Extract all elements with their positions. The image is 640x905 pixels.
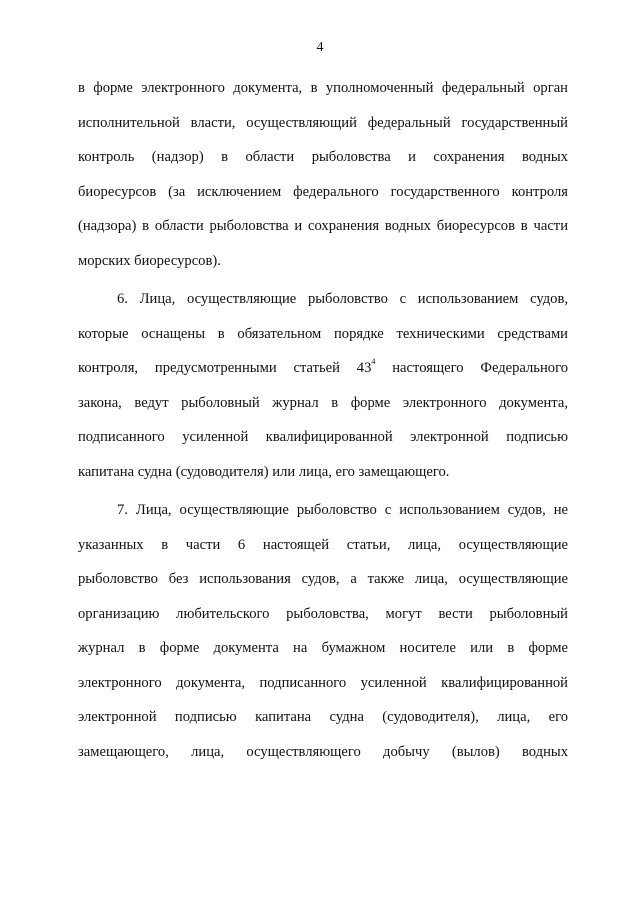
text-line: закона, ведут рыболовный журнал в форме электронного документа, <box>78 394 568 411</box>
text-fragment: контроля, предусмотренными статьей 43 <box>78 360 372 376</box>
text-line: указанных в части 6 настоящей статьи, лица, осуществляющие <box>78 536 568 553</box>
text-line: в форме электронного документа, в уполномоченный федеральный орган <box>78 80 568 96</box>
text-line: которые оснащены в обязательном порядке техническими средствами <box>78 325 568 342</box>
text-line: подписанного усиленной квалифицированной электронной подписью <box>78 429 568 445</box>
text-line: биоресурсов (за исключением федерального государственного контроля <box>78 183 568 200</box>
text-line: замещающего, лица, осуществляющего добычу (вылов) водных <box>78 743 568 760</box>
text-line: рыболовство без использования судов, а также лица, осуществляющие <box>78 571 568 587</box>
text-line: (надзора) в области рыболовства и сохранения водных биоресурсов в части <box>78 218 568 234</box>
text-line: электронного документа, подписанного усиленной квалифицированной <box>78 674 568 691</box>
text-line-with-superscript <box>78 354 568 389</box>
text-line: капитана судна (судоводителя) или лица, его замещающего. <box>78 463 450 480</box>
text-line: организацию любительского рыболовства, могут вести рыболовный <box>78 605 568 622</box>
text-line: контроль (надзор) в области рыболовства и сохранения водных <box>78 149 568 165</box>
paragraph-continuation <box>78 74 568 281</box>
text-fragment: настоящего Федерального <box>375 360 568 376</box>
text-line: журнал в форме документа на бумажном носителе или в форме <box>78 640 568 656</box>
paragraph-7 <box>78 496 568 772</box>
text-line: 7. Лица, осуществляющие рыболовство с использованием судов, не <box>117 502 568 518</box>
text-line: исполнительной власти, осуществляющий федеральный государственный <box>78 114 568 131</box>
paragraph-6 <box>78 285 568 492</box>
text-line: электронной подписью капитана судна (судоводителя), лица, его <box>78 709 568 725</box>
page-number: 4 <box>316 40 324 55</box>
superscript: 4 <box>371 357 376 366</box>
text-line: 6. Лица, осуществляющие рыболовство с использованием судов, <box>117 291 568 307</box>
text-line: морских биоресурсов). <box>78 252 221 269</box>
document-text <box>78 74 568 772</box>
